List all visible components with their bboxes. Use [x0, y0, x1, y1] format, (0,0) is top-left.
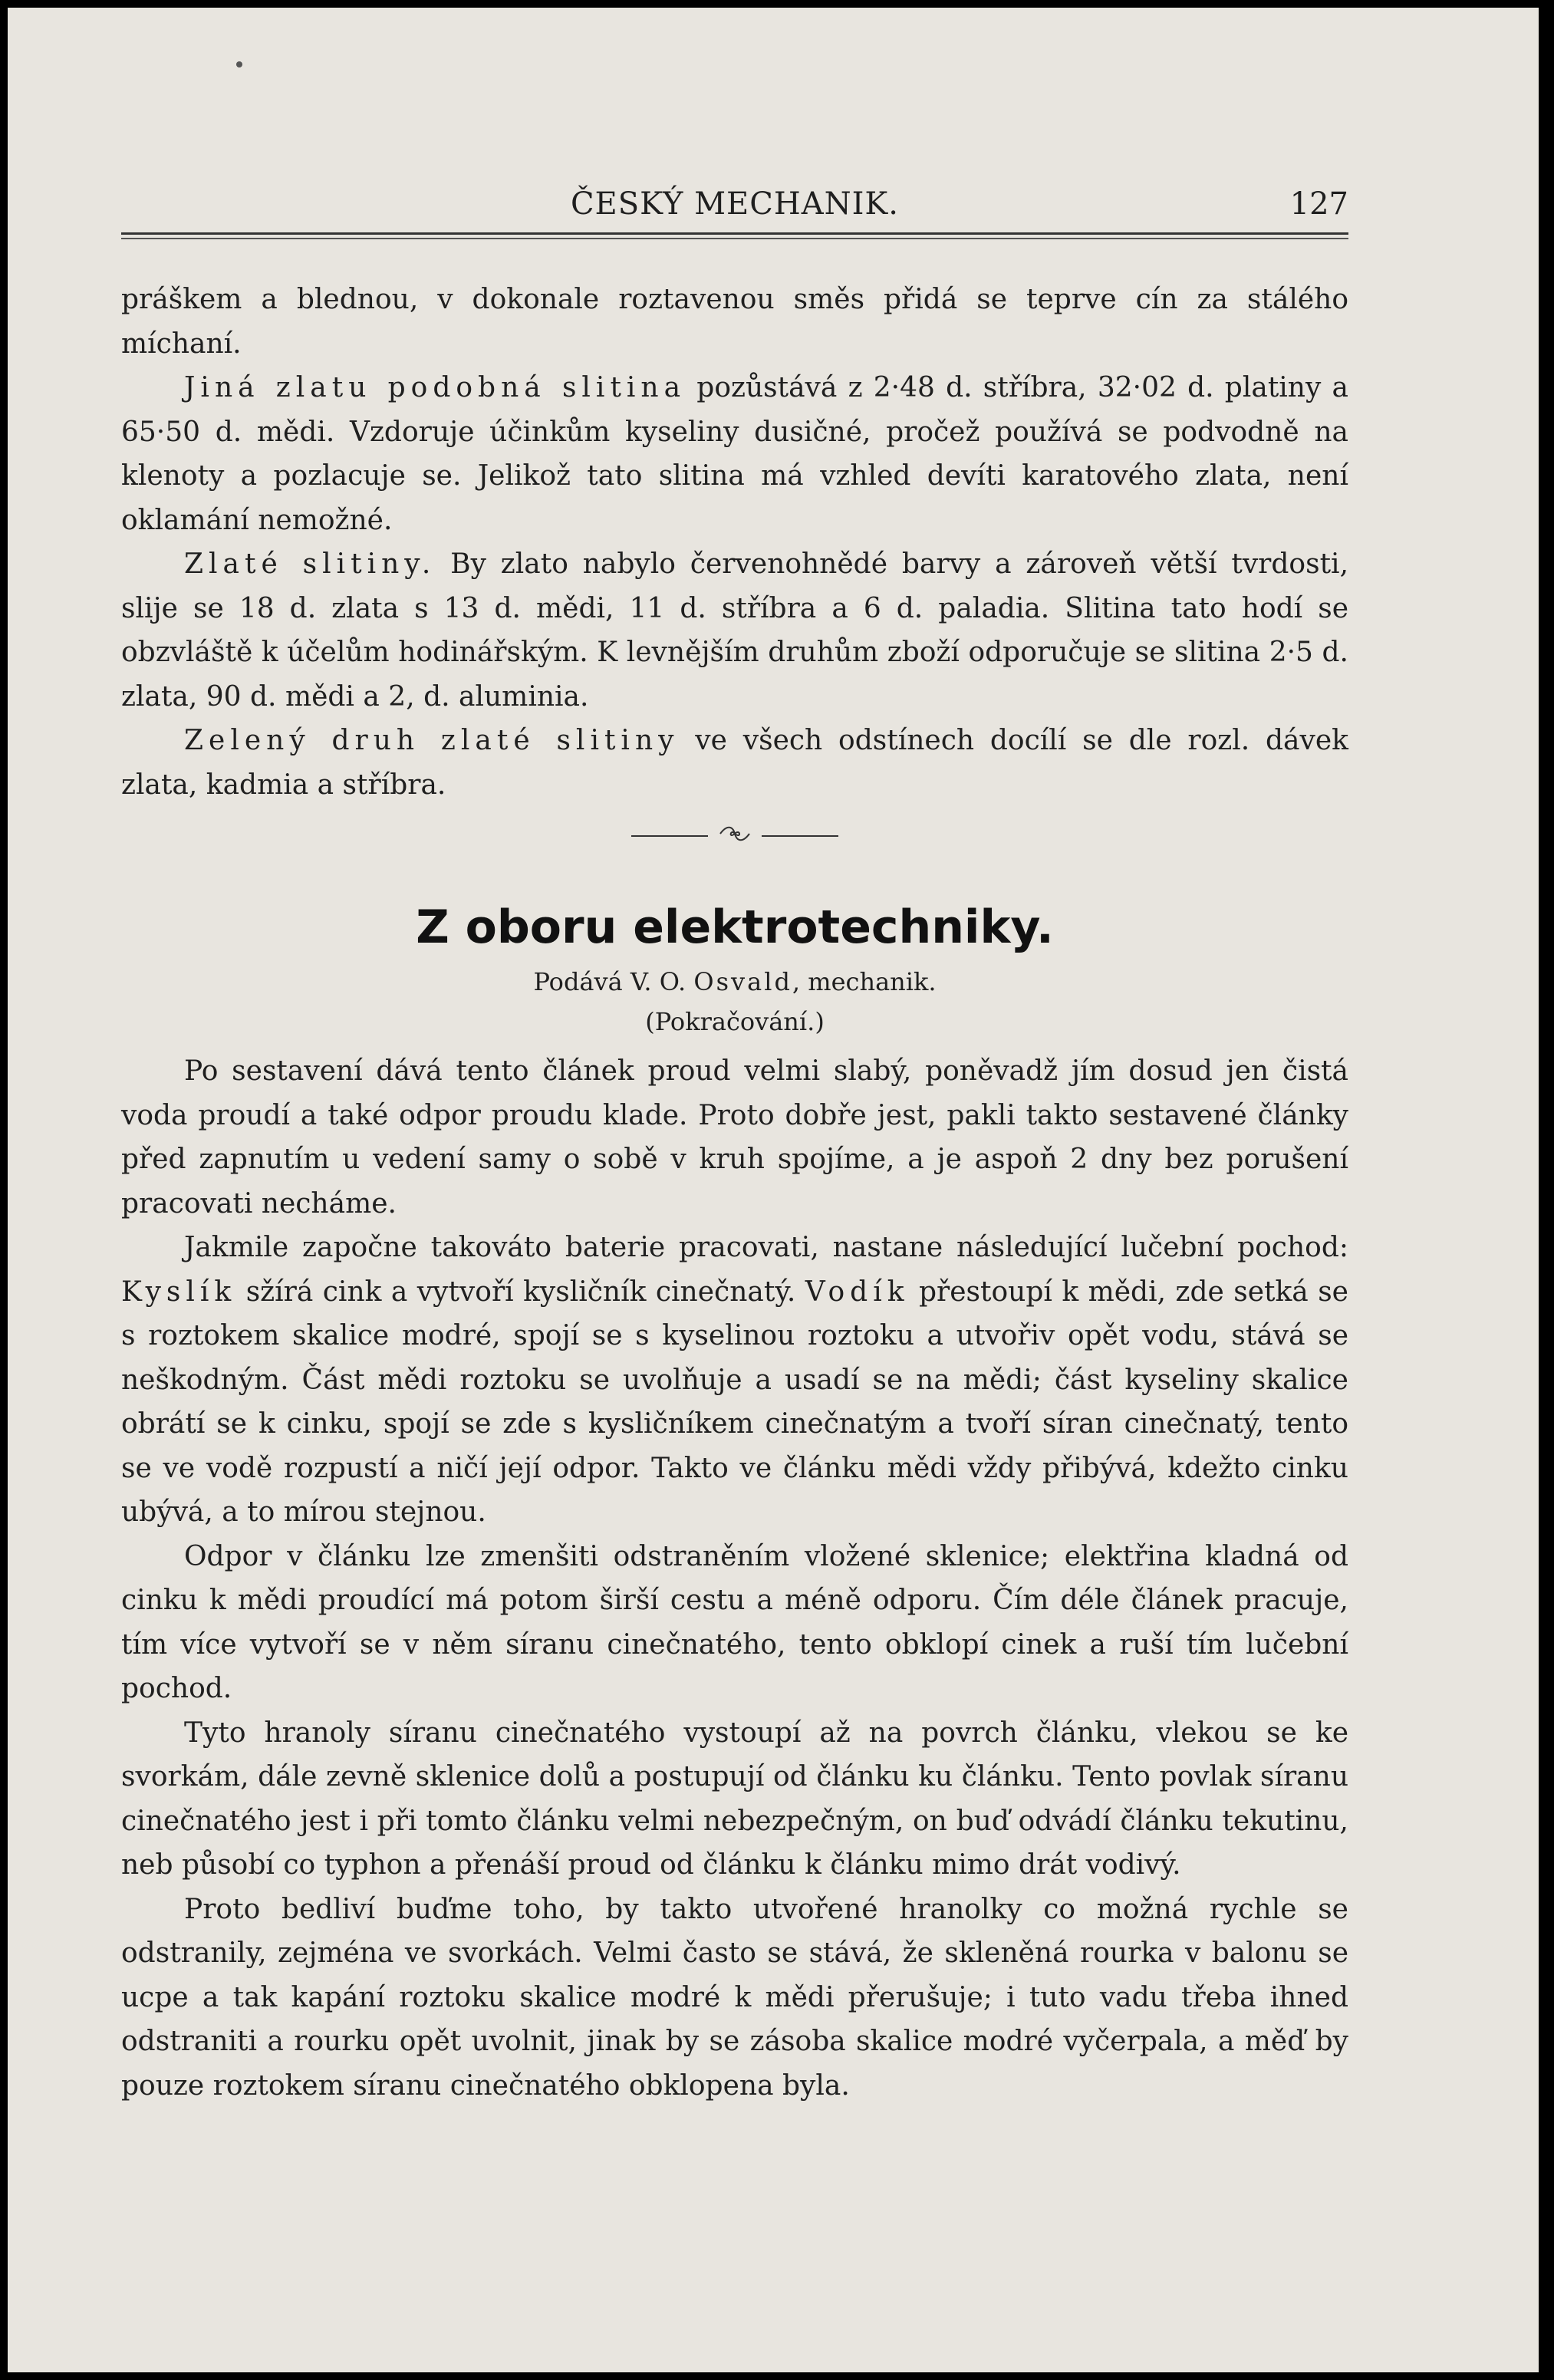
page-content: [121, 180, 1348, 2108]
flourish-icon: [717, 822, 752, 851]
article-paragraph-5: Proto bedliví buďme toho, by takto utvořené hranolky co možná rychle se odstranily, zejména ve svorkách. Velmi často se stává, že skleněná rourka v balonu se ucpe a tak kapání roztoku skalice modré k mědi přerušuje; i tuto vadu třeba ihned odstraniti a rourku opět uvolnit, jinak by se zásoba skalice modré vyčerpala, a měď by pouze roztokem síranu cinečnatého obklopena byla.: [121, 1893, 1348, 2102]
paragraph-text: pozůstává z 2·48 d. stříbra, 32·02 d. platiny a 65·50 d. mědi. Vzdoruje účinkům kyseliny dusičné, pročež používá se podvodně na klenoty a pozlacuje se. Jelikož tato slitina má vzhled devíti karatového zlata, není oklamání nemožné.: [121, 372, 1348, 536]
byline-prefix: Podává V. O.: [533, 967, 694, 996]
article-paragraph-3: Odpor v článku lze zmenšiti odstraněním vložené sklenice; elektřina kladná od cinku k mědi proudící má potom širší cestu a méně odporu. Čím déle článek pracuje, tím více vytvoří se v něm síranu cinečnatého, tento obklopí cinek a ruší tím lučební pochod.: [121, 1540, 1348, 1704]
section-divider-ornament: [631, 824, 838, 847]
divider-line-right: [762, 835, 838, 837]
paragraph-text: By zlato nabylo červenohnědé barvy a zároveň větší tvrdosti, slije se 18 d. zlata s 13 d. mědi, 11 d. stříbra a 6 d. paladia. Slitina tato hodí se obzvláště k účelům hodinářským. K levnějším druhům zboží odporučuje se slitina 2·5 d. zlata, 90 d. mědi a 2, d. aluminia.: [121, 548, 1349, 713]
paragraph-text: přestoupí k mědi, zde setká se s roztokem skalice modré, spojí se s kyselinou roztoku a utvořiv opět vodu, stává se neškodným. Část mědi roztoku se uvolňuje a usadí se na mědi; část kyseliny skalice obrátí se k cinku, spojí se zde s kysličníkem cinečnatým a tvoří síran cinečnatý, tento se ve vodě rozpustí a ničí její odpor. Takto ve článku mědi vždy přibývá, kdežto cinku ubývá, a to mírou stejnou.: [121, 1276, 1348, 1528]
article-paragraph-2: [121, 1226, 1348, 1535]
header-rule: [121, 232, 1348, 239]
article-title: Z oboru elektrotechniky.: [416, 900, 1054, 954]
spaced-term-vodik: Vodík: [805, 1276, 910, 1308]
page-number: 127: [1289, 186, 1348, 222]
continuation-note: (Pokračování.): [645, 1007, 825, 1036]
paragraph-text: ve všech odstínech docílí se dle rozl. dávek zlata, kadmia a stříbra.: [121, 725, 1348, 801]
byline-name: Osvald: [693, 967, 792, 996]
byline: [121, 962, 1348, 1002]
running-title: ČESKÝ MECHANIK.: [570, 186, 900, 222]
paragraph-green-alloy: [121, 719, 1348, 807]
divider-line-left: [631, 835, 708, 837]
spaced-heading: Zlaté slitiny.: [184, 548, 436, 580]
article-paragraph-4: Tyto hranoly síranu cinečnatého vystoupí až na povrch článku, vlekou se ke svorkám, dále zevně sklenice dolů a postupují od článku ku článku. Tento povlak síranu cinečnatého jest i při tomto článku velmi nebezpečným, on buď odvádí článku tekutinu, neb působí co typhon a přenáší proud od článku k článku mimo drát vodivý.: [121, 1717, 1348, 1881]
spaced-heading: Jiná zlatu podobná slitina: [184, 372, 686, 403]
paragraph-text: Jakmile započne takováto baterie pracovati, nastane následující lučební pochod:: [184, 1232, 1348, 1263]
paragraph-continued: práškem a blednou, v dokonale roztavenou směs přidá se teprve cín za stálého míchaní.: [121, 284, 1348, 360]
paragraph-gold-alloys: [121, 542, 1348, 719]
ink-dot: [236, 61, 242, 67]
spaced-heading: Zelený druh zlaté slitiny: [184, 725, 680, 756]
page: [8, 8, 1539, 2372]
paragraph-text: sžírá cink a vytvoří kysličník cinečnatý.: [236, 1276, 805, 1308]
byline-suffix: , mechanik.: [792, 967, 937, 996]
paragraph-alloy-1: [121, 366, 1348, 542]
spaced-term-kyslik: Kyslík: [121, 1276, 237, 1308]
running-header: [121, 180, 1348, 228]
article-paragraph-1: Po sestavení dává tento článek proud velmi slabý, poněvadž jím dosud jen čistá voda proudí a také odpor proudu klade. Proto dobře jest, pakli takto sestavené články před zapnutím u vedení samy o sobě v kruh spojíme, a je aspoň 2 dny bez porušení pracovati necháme.: [121, 1055, 1348, 1220]
